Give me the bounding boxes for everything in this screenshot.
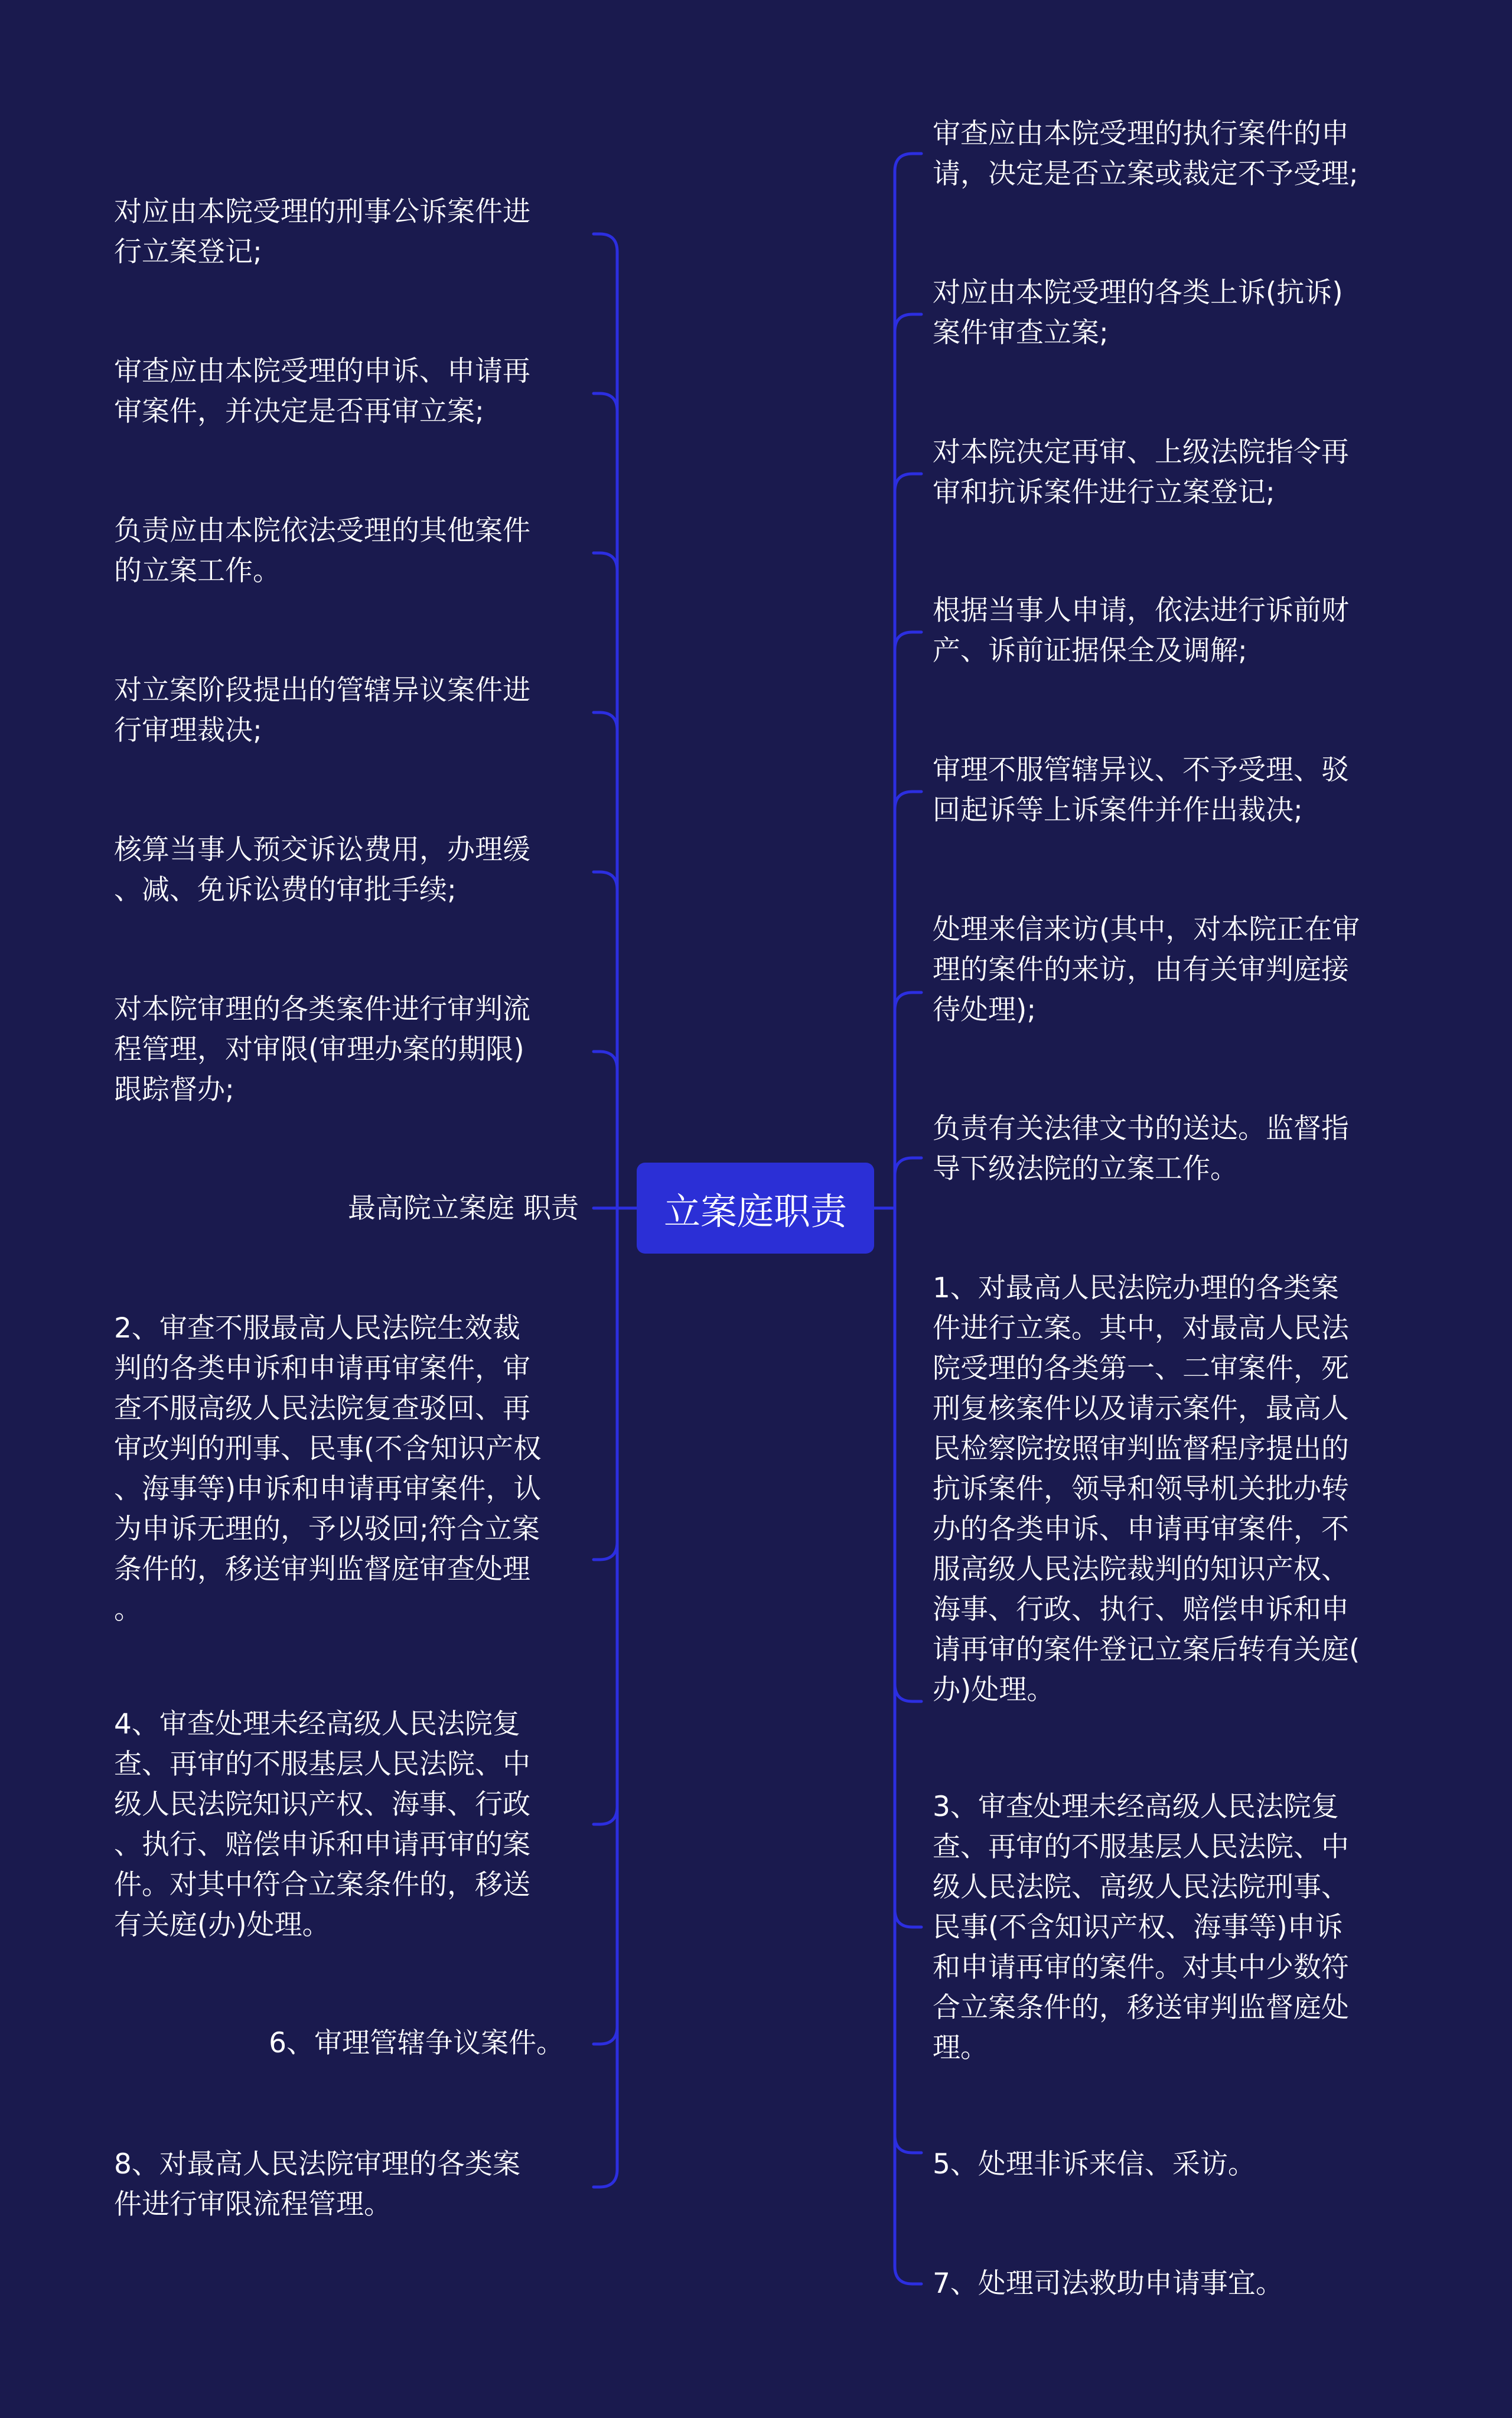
right-node-6: 处理来信来访(其中，对本院正在审 理的案件的来访，由有关审判庭接 待处理);	[933, 913, 1360, 1026]
right-node-9: 3、审查处理未经高级人民法院复 查、再审的不服基层人民法院、中 级人民法院、高级人民法院刑事、 民事(不含知识产权、海事等)申诉 和申请再审的案件。对其中少数符 合立案条件的，移送审判监督庭处 理。	[933, 1791, 1349, 2064]
right-branch-3	[895, 474, 921, 492]
right-branch-6	[895, 992, 921, 1010]
right-node-11: 7、处理司法救助申请事宜。	[933, 2267, 1283, 2300]
right-branch-7	[895, 1158, 921, 1176]
left-node-9: 4、审查处理未经高级人民法院复 查、再审的不服基层人民法院、中 级人民法院知识产权、海事、行政 、执行、赔偿申诉和申请再审的案 件。对其中符合立案条件的，移送 有关庭(办)处理。	[114, 1708, 530, 1941]
right-node-8: 1、对最高人民法院办理的各类案 件进行立案。其中，对最高人民法 院受理的各类第一、二审案件，死 刑复核案件以及请示案件，最高人 民检察院按照审判监督程序提出的 抗诉案件，领导和领导机关批办转 办的各类申诉、申请再审案件，不 服高级人民法院裁判的知识产权、 海事、行政、执行、赔偿申诉和申 请再审的案件登记立案后转有关庭( 办)处理。	[933, 1272, 1360, 1706]
right-branch-8	[895, 1684, 921, 1701]
left-node-10: 6、审理管辖争议案件。	[269, 2027, 564, 2059]
center-topic-node[interactable]	[637, 1163, 874, 1254]
left-branch-6	[594, 1052, 617, 1069]
right-branch-11	[895, 2266, 921, 2284]
left-node-11: 8、对最高人民法院审理的各类案 件进行审限流程管理。	[114, 2148, 520, 2221]
right-branch-2	[895, 314, 921, 332]
left-node-1: 对应由本院受理的刑事公诉案件进 行立案登记;	[114, 196, 530, 268]
right-node-4: 根据当事人申请，依法进行诉前财 产、诉前证据保全及调解;	[933, 594, 1349, 667]
right-branch-4	[895, 632, 921, 650]
center-topic-label: 立案庭职责	[663, 1189, 847, 1233]
left-branch-3	[594, 553, 617, 571]
right-node-10: 5、处理非诉来信、采访。	[933, 2148, 1256, 2181]
left-node-2: 审查应由本院受理的申诉、申请再 审案件，并决定是否再审立案;	[114, 355, 530, 428]
left-node-4: 对立案阶段提出的管辖异议案件进 行审理裁决;	[114, 674, 530, 747]
right-node-2: 对应由本院受理的各类上诉(抗诉) 案件审查立案;	[933, 276, 1343, 349]
right-branch-10	[895, 2135, 921, 2153]
left-branch-1	[594, 234, 617, 252]
left-branch-9	[594, 1807, 617, 1824]
right-node-5: 审理不服管辖异议、不予受理、驳 回起诉等上诉案件并作出裁决;	[933, 754, 1349, 826]
left-node-7: 最高院立案庭 职责	[348, 1192, 579, 1225]
right-node-1: 审查应由本院受理的执行案件的申 请，决定是否立案或裁定不予受理;	[933, 118, 1358, 190]
left-branch-2	[594, 393, 617, 411]
left-branch-10	[594, 2026, 617, 2044]
left-node-5: 核算当事人预交诉讼费用，办理缓 、减、免诉讼费的审批手续;	[114, 834, 530, 906]
left-node-3: 负责应由本院依法受理的其他案件 的立案工作。	[114, 515, 530, 587]
right-node-7: 负责有关法律文书的送达。监督指 导下级法院的立案工作。	[933, 1112, 1349, 1185]
right-branch-5	[895, 792, 921, 809]
right-node-3: 对本院决定再审、上级法院指令再 审和抗诉案件进行立案登记;	[933, 436, 1349, 509]
left-branch-8	[594, 1542, 617, 1560]
left-node-6: 对本院审理的各类案件进行审判流 程管理，对审限(审理办案的期限) 跟踪督办;	[114, 993, 530, 1106]
right-branch-1	[895, 154, 921, 171]
right-branch-9	[895, 1909, 921, 1927]
left-node-8: 2、审查不服最高人民法院生效裁 判的各类申诉和申请再审案件，审 查不服高级人民法院复查驳回、再 审改判的刑事、民事(不含知识产权 、海事等)申诉和申请再审案件，认 为申诉无理的，予以驳回;符合立案 条件的，移送审判监督庭审查处理 。	[114, 1312, 542, 1626]
left-branch-4	[594, 712, 617, 730]
left-branch-11	[594, 2169, 617, 2187]
left-branch-5	[594, 872, 617, 890]
